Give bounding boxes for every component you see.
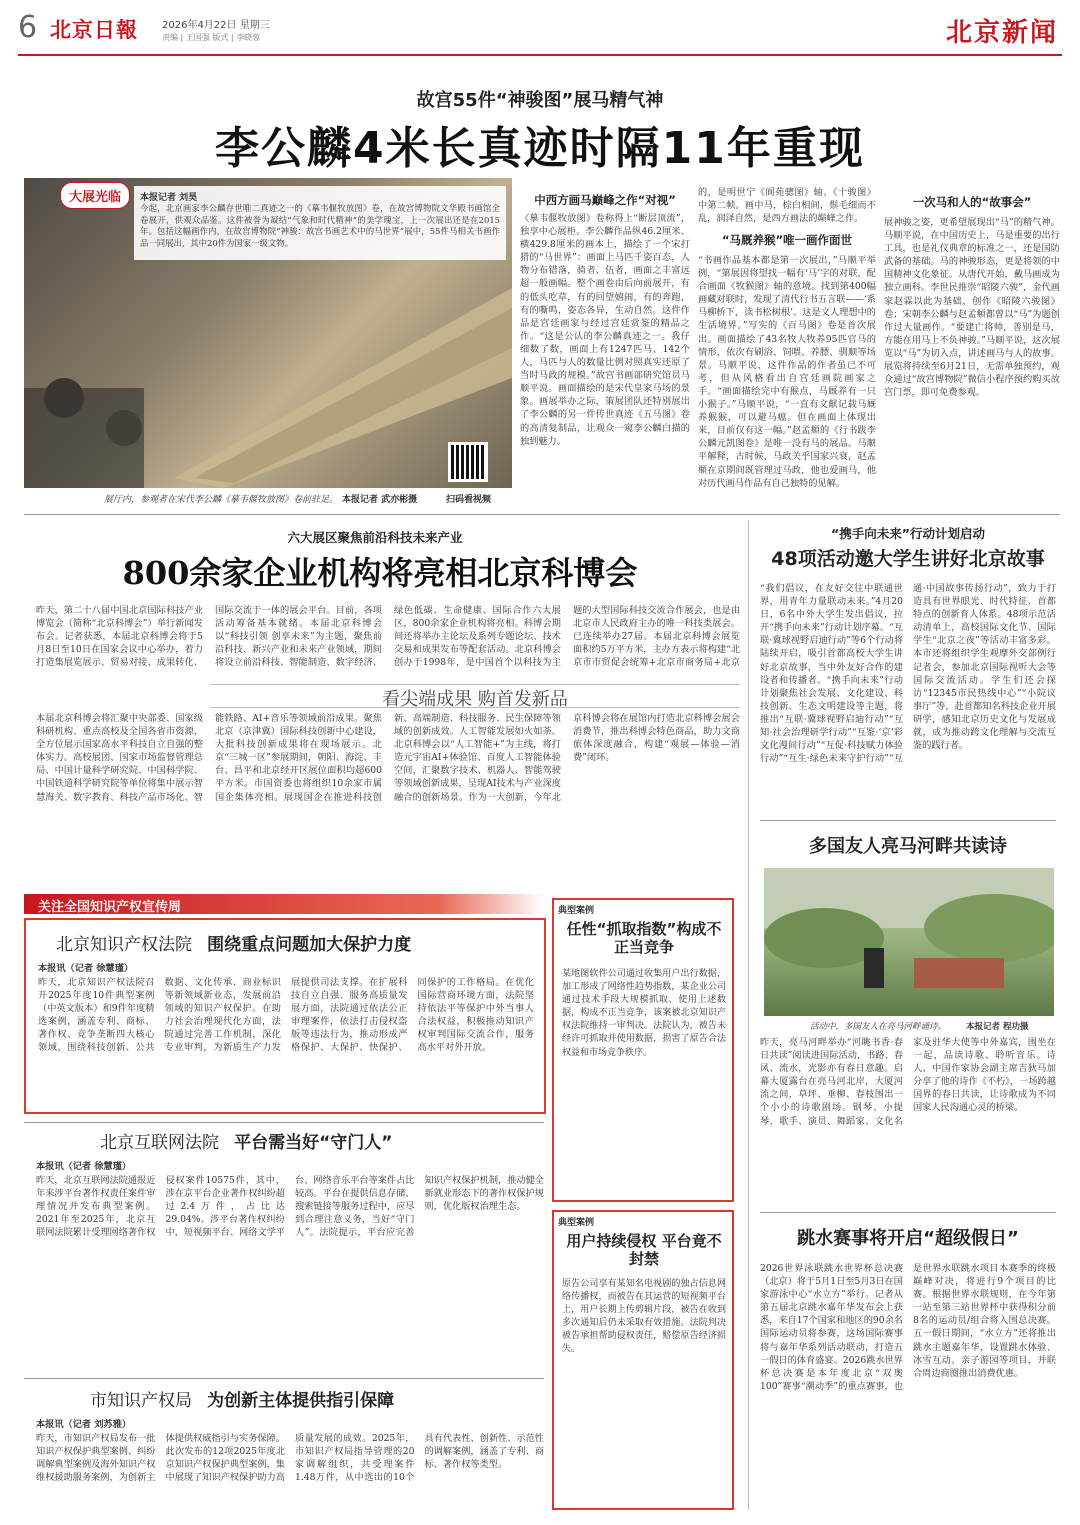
photo-credit: 本报记者 武亦彬摄 xyxy=(342,495,418,505)
qr-label: 扫码看视频 xyxy=(446,495,492,505)
riverside-graphic xyxy=(764,868,1054,1016)
kejibo-band-text: 看尖端成果 购首发新品 xyxy=(382,689,568,710)
ipbureau-headline xyxy=(90,1386,394,1411)
palace-headline: 李公麟4米长真迹时隔11年重现 xyxy=(215,123,865,174)
students-kicker: “携手向未来”行动计划启动 xyxy=(831,526,985,541)
kejibo-col-text: 昨天，第二十八届中国北京国际科技产业博览会（简称“北京科博会”）举行新闻发布会。记者获悉，本届北京科博会将于5月8日至10日在国家会议中心举办，着力打造集展览展示、贸易对接、成果转化、国际交流于一体的展会平台。目前，各项活动筹备基本就绪。本届北京科博会以“科技引领 创享未来”为主题，聚焦前沿科技、新兴产业和未来产业领域，期间将设立前沿科技、智能制造、数字经济、绿色低碳、生命健康、国际合作六大展区，800余家企业机构将亮相。科博会期间还将举办主论坛及系列专题论坛、技术交易和成果发布等配套活动。北京科博会创办于1998年，是中国首个以科技为主题的大型国际科技交流合作展会，也是由北京市人民政府主办的唯一科技类展会。已连续举办27届。本届北京科博会展览面积约5万平方米，主办方表示将构建“北京市市贸促会统筹+北京市商务局+北京 xyxy=(36,605,740,669)
section-name: 北京新闻 xyxy=(945,18,1058,48)
palace-col1-subhead: 中西方画马巅峰之作“对视” xyxy=(534,193,676,207)
photo-caption: 展厅内，参观者在宋代李公麟《摹韦偃牧放图》卷前驻足。 xyxy=(104,495,339,505)
ipbureau-title-a: 市知识产权局 xyxy=(90,1391,192,1411)
hulian-reporter: 本报讯（记者 徐慧瑾） xyxy=(36,1161,132,1172)
divider-1 xyxy=(24,514,1060,515)
qr-code xyxy=(448,442,488,482)
divider-5 xyxy=(24,1378,544,1379)
ip-week-bar xyxy=(24,894,544,914)
diving-headline: 跳水赛事将开启“超级假日” xyxy=(797,1228,1019,1249)
case2-text: 原告公司享有某知名电视剧的独占信息网络传播权，而被告在其运营的短视频平台上，用户长期上传剪辑片段，被告在收到多次通知后仍未采取有效措施。法院判决被告承担帮助侵权责任，赔偿原告经济损失。 xyxy=(562,1279,726,1355)
hulian-title-b: 平台需当好“守门人” xyxy=(234,1133,393,1153)
page-number: 6 xyxy=(18,10,38,45)
reading-credit: 本报记者 程功摄 xyxy=(966,1022,1029,1032)
paper-logo: 北京日報 xyxy=(50,17,138,42)
ipcourt-text: 昨天，北京知识产权法院召开2025年度10件典型案例（中英文版本）和9件年度精选案例，涵盖专利、商标、著作权、竞争垄断四大核心领域，围绕科技创新、公共数据、文化传承、商业标识等新领域新业态，发展前沿领域的知识产权保护。在助力社会治理现代化方面，法院通过完善工作机制，深化专业审判，为新质生产力发展提供司法支撑。在扩展科技自立自强、服务高质量发展方面，法院通过依法公正审理案件，依法打击侵权盗版等违法行为，推动形成严格保护、大保护、快保护、同保护的工作格局。在优化国际营商环境方面，法院坚持依法平等保护中外当事人合法权益，积极推动知识产权审判国际交流合作，服务高水平对外开放。 xyxy=(38,977,534,1054)
case2-box xyxy=(552,1210,734,1510)
palace-kicker: 故宫55件“神骏图”展马精气神 xyxy=(416,90,664,111)
kejibo-kicker: 六大展区聚焦前沿科技未来产业 xyxy=(287,530,463,545)
reading-photo xyxy=(764,868,1054,1016)
badge-text: 大展光临 xyxy=(69,190,122,205)
case2-title: 用户持续侵权 平台竟不封禁 xyxy=(566,1232,722,1268)
kejibo-text2: 本届北京科博会将汇聚中央部委、国家级科研机构、重点高校及全国各省市资源，全方位展示国家高水平科技自立自强的整体实力。高校展团、国家市场监督管理总局、中国计量科学研究院、中国科学院、中国铁道科学研究院等单位将集中展示智慧海关、数字教育、科技产品市场化、智能铁路、AI+音乐等领域前沿成果。聚焦北京（京津冀）国际科技创新中心建设，大批科技创新成果将在现场展示。北京“三城一区”参展期间，朝阳、海淀、丰台、昌平和北京经开区展位面积均超600平方米。市国资委也将组织10余家市属国企集体亮相。展现国企在推进科技创新、高端制造、科技服务、民生保障等领域的创新成效。人工智能发展如火如荼。北京科博会以“人工智能+”为主线，将打造元宇宙AI+体验馆、百度人工智能体验空间，汇聚数字技术、机器人、智能驾驶等领域创新成果，呈现AI技术与产业深度融合的创新场景。作为一大创新，今年北京科博会将在展馆内打造北京科博会展会消费节，推出科博会特色商品，助力文商旅体深度融合，构建“观展—体验—消费”闭环。 xyxy=(36,713,740,803)
ipbureau-title-b: 为创新主体提供指引保障 xyxy=(207,1391,395,1411)
palace-col3-text: 展神骏之姿，更希望展现出“马”的精气神。马顺平说，在中国历史上，马是重要的出行工具，也是礼仪典章的标准之一，还是国防武备的基础。马的神骏形态，更是将领的中国精神文化象征。从唐代开始，戴马画成为独立画科。李世民推崇“昭陵六骏”，金代画家赵霖以此为基础，创作《昭陵六骏图》卷；宋朝李公麟与赵孟頫都曾以“马”为题创作过大量画作。“要建亡将帅，善别是马，方能在用马上不负神骏。”马顺平说，这次展览以“马”为切入点，讲述画马与人的故事。展览将持续至6月21日，无需单独预约，观众通过“故宫博物院”微信小程序预约购买故宫门票，即可免费参观。 xyxy=(884,217,1060,399)
col-divider xyxy=(748,520,749,1510)
palace-lead-box xyxy=(134,186,506,260)
palace-col3-subhead: 一次马和人的“故事会” xyxy=(912,195,1032,209)
ipcourt-headline xyxy=(56,930,411,955)
ipcourt-reporter: 本报讯（记者 徐慧瑾） xyxy=(38,963,134,974)
hulian-title-a: 北京互联网法院 xyxy=(100,1133,219,1153)
palace-col2-top: 的，是明世宁《阆苑骢图》轴、《十骏图》中第二帧。画中马，棕白相间，鬃毛细而不乱，润泽自然，是西方画法的巅峰之作。 xyxy=(698,187,876,225)
exhibition-badge xyxy=(60,182,130,209)
case1-tag: 典型案例 xyxy=(558,906,595,916)
students-headline: 48项活动邀大学生讲好北京故事 xyxy=(771,548,1045,570)
issue-date: 2026年4月22日 星期三 xyxy=(162,20,270,31)
hulian-text: 昨天，北京互联网法院通报近年来涉平台著作权责任案件审理情况并发布典型案例。2021年至2025年，北京互联网法院累计受理网络著作权侵权案件10575件，其中，涉在京平台企业著作权纠纷超过2.4万件，占比达29.04%。涉平台著作权纠纷中，短视频平台、网络文学平台、网络音乐平台等案件占比较高。平台在提供信息存储、搜索链接等服务过程中，应尽到合理注意义务，当好“守门人”。法院提示，平台应完善知识产权保护机制，推动健全新就业形态下的著作权保护规则，优化版权治理生态。 xyxy=(36,1175,544,1239)
reading-text: 昨天，亮马河畔举办“河眺书香·春日共读”阅读进国际活动，书路、春风、流水，光影亦有春日意趣。启幕大厦露台在亮马河北岸，大厦河流之间，草坪、垂柳、春枝围出一个小小的诗歌剧场。钢琴、小提琴、歌手、演员、舞蹈家、文化名家及驻华大使等中外嘉宾，围坐在一起，品读诗歌、聆听音乐。诗人、中国作家协会副主席吉狄马加分享了他的诗作《不朽》，一场跨越国界的春日共读，让诗歌成为不同国家人民沟通心灵的桥梁。 xyxy=(760,1037,1056,1127)
case1-title: 任性“抓取指数”构成不正当竞争 xyxy=(566,920,722,956)
masthead-rule xyxy=(18,54,1062,56)
palace-col2-text: “书画作品基本都是第一次展出，”马顺平举例，“第展因将望找一幅有‘马’字的对联，配合画面《牧猴图》轴的意境。找到第400幅画藏对联时，发现了清代行书五言联——‘系马柳桥下，读书松树根’。这是文人理想中的生活境界。”写实的《百马图》卷是首次展出。画面描绘了43名牧人牧养95匹官马的情形，依次有刷浴、饲喂、养膘、驯顺等场景。马顺平说，这件作品的作者虽已不可考，但从风格看出自宫廷画院画家之手。“画面描绘完中有猴点，马厩养有一只小猴子。”马顺平说，“一直有文献记载马厩养猴猴，可以避马瘟。但在画面上体现出来，目前仅有这一幅。”赵孟頫的《行书跋李公麟元凯图卷》是唯一没有马的展品。马顺平解释，古时候，马政关乎国家兴衰，赵孟頫在京期间既管理过马政，他也爱画马，他对历代画马作品有自己独特的见解。 xyxy=(698,255,876,489)
case2-tag: 典型案例 xyxy=(558,1218,595,1228)
hulian-headline xyxy=(100,1128,392,1153)
ip-week-label: 关注全国知识产权宣传周 xyxy=(38,900,182,915)
palace-col2-subhead: “马厩养猴”唯一画作面世 xyxy=(721,233,853,247)
palace-reporter: 本报记者 刘昊 xyxy=(140,193,198,203)
diving-text: 2026世界泳联跳水世界杯总决赛（北京）将于5月1日至5月3日在国家游泳中心“水立方”举行。记者从第五届北京跳水嘉年华发布会上获悉，来自17个国家和地区的90余名国际运动员将参赛，这场国际赛事将与嘉年华系列活动联动，打造五一假日的体育盛宴。2026跳水世界杯总决赛是本年度北京“双奥100”赛事“潮动季”的重点赛事，也是世界水联跳水项目本赛季的终极巅峰对决，将进行9个项目的比赛。根据世界水联规则，在今年第一站至第三站世界杯中获得积分前8名的运动员/组合将入围总决赛。五一假日期间，“水立方”还将推出跳水主题嘉年华，设置跳水体验、冰雪互动、亲子游园等项目，并联合周边商圈推出消费优惠。 xyxy=(760,1263,1056,1392)
divider-2 xyxy=(760,820,1056,821)
masthead xyxy=(18,10,1062,64)
ipcourt-title-a: 北京知识产权法院 xyxy=(56,935,192,955)
palace-col1-text: 《摹韦偃牧放图》卷称得上“断层顶流”，独享中心展柜。李公麟作品纵46.2厘米、横429.8厘米的画本上，描绘了一个宋打猎的“马世界”：画面上马匹千姿百态，人物分布错落，骑者、伍者，画面之丰富远超一般画幅。整个画卷由后向前展开，有的低头吃草，有的回望嬉闹，有的奔跑，有的嘶鸣，姿态各异，生动自然。这件作品是宫廷画家与经过宫廷赏鉴的精品之作。“这是公认的李公麟真迹之一。我仔细数了数，画面上有1247匹马、142个人，马匹与人的数量比例对照真实还原了当时马政的规模。”故宫书画部研究馆员马顺平说。画面描绘的是宋代皇家马场的景象。画展举办之际，策展团队还特别展出了李公麟的另一件传世真迹《五马图》卷的高清复制品，让观众一窥李公麟白描的独到魅力。 xyxy=(520,213,690,447)
ipbureau-text: 昨天，市知识产权局发布一批知识产权保护典型案例、纠纷调解典型案例及海外知识产权维权援助服务案例，为创新主体提供权威指引与实务保障。此次发布的12项2025年度北京知识产权保护典型案例，集中展现了知识产权保护助力高质量发展的成效。2025年，市知识产权局指导管理的20家调解组织，共受理案件1.48万件，从中选出的10个具有代表性、创新性、示范性的调解案例，涵盖了专利、商标、著作权等类型。 xyxy=(36,1433,544,1484)
ipbureau-reporter: 本报讯（记者 刘苏雅） xyxy=(36,1419,132,1430)
reading-headline: 多国友人亮马河畔共读诗 xyxy=(809,836,1007,857)
editors-line: 责编 | 王国强 版式 | 李晓蓉 xyxy=(162,33,261,42)
ipcourt-title-b: 围绕重点问题加大保护力度 xyxy=(207,935,412,955)
kejibo-band xyxy=(210,684,740,708)
reading-caption: 活动中，多国友人在亮马河畔诵诗。 xyxy=(810,1022,947,1032)
case1-text: 某地图软件公司通过收集用户出行数据，加工形成了网络性趋势指数，某企业公司通过技术手段大规模抓取、使用上述数据，构成不正当竞争，该案被北京知识产权法院维持一审判决。法院认为，被告未经许可抓取并使用数据，损害了原告合法权益和市场竞争秩序。 xyxy=(562,969,726,1058)
kejibo-headline: 800余家企业机构将亮相北京科博会 xyxy=(122,554,638,592)
case1-box xyxy=(552,898,734,1202)
palace-lead: 今起，北京画家李公麟存世唯二真迹之一的《摹韦偃牧放图》卷，在故宫博物院文华殿书画馆全卷展开，供观众品鉴。这件被誉为凝结“气象和时代精神”的美学瑰宝，上一次展出还是在2015年。包括这幅画作内，在故宫博物院“神骏：故宫书画艺术中的马世界”展中，55件马相关书画作品一同展出，其中20件为国家一级文物。 xyxy=(140,203,500,248)
students-text: “我们倡议，在友好交往中联通世界，用青年力量联动未来。”4月20日，6名中外大学生发出倡议，拉开“携手向未来”行动计划序幕。“互联·冀球视野启迪行动”等6个行动将陆续开启，吸引首都高校大学生讲好北京故事，当中外友好合作的建设者和传播者。“携手向未来”行动计划聚焦社会发展、文化建设、科技创新、生态文明建设等主题，将推出“互联·冀球视野启迪行动”“互知·社会治理研学行动”“互鉴·‘京’彩文化漫间行动”“互促·科技赋力体验行动”“互生·绿色未来守护行动”“互通·中国故事传扬行动”，致力于打造具有世界眼光、时代特征、首都特点的创新育人体系。48项示范活动清单上，高校国际文化节、国际学生“北京之夜”等活动丰富多彩。本市还将组织学生观摩外交部例行记者会，参加北京国际视听大会等国际交流活动。学生们还会探访“12345市民热线中心”“小院议事厅”等，赴首都知名科技企业开展研学，感知北京历史文化与发展成就，成为推动跨文化理解与交流互鉴的践行者。 xyxy=(760,583,1056,765)
divider-3 xyxy=(760,1212,1056,1213)
divider-4 xyxy=(24,1122,544,1123)
ipcourt-box xyxy=(24,918,546,1114)
